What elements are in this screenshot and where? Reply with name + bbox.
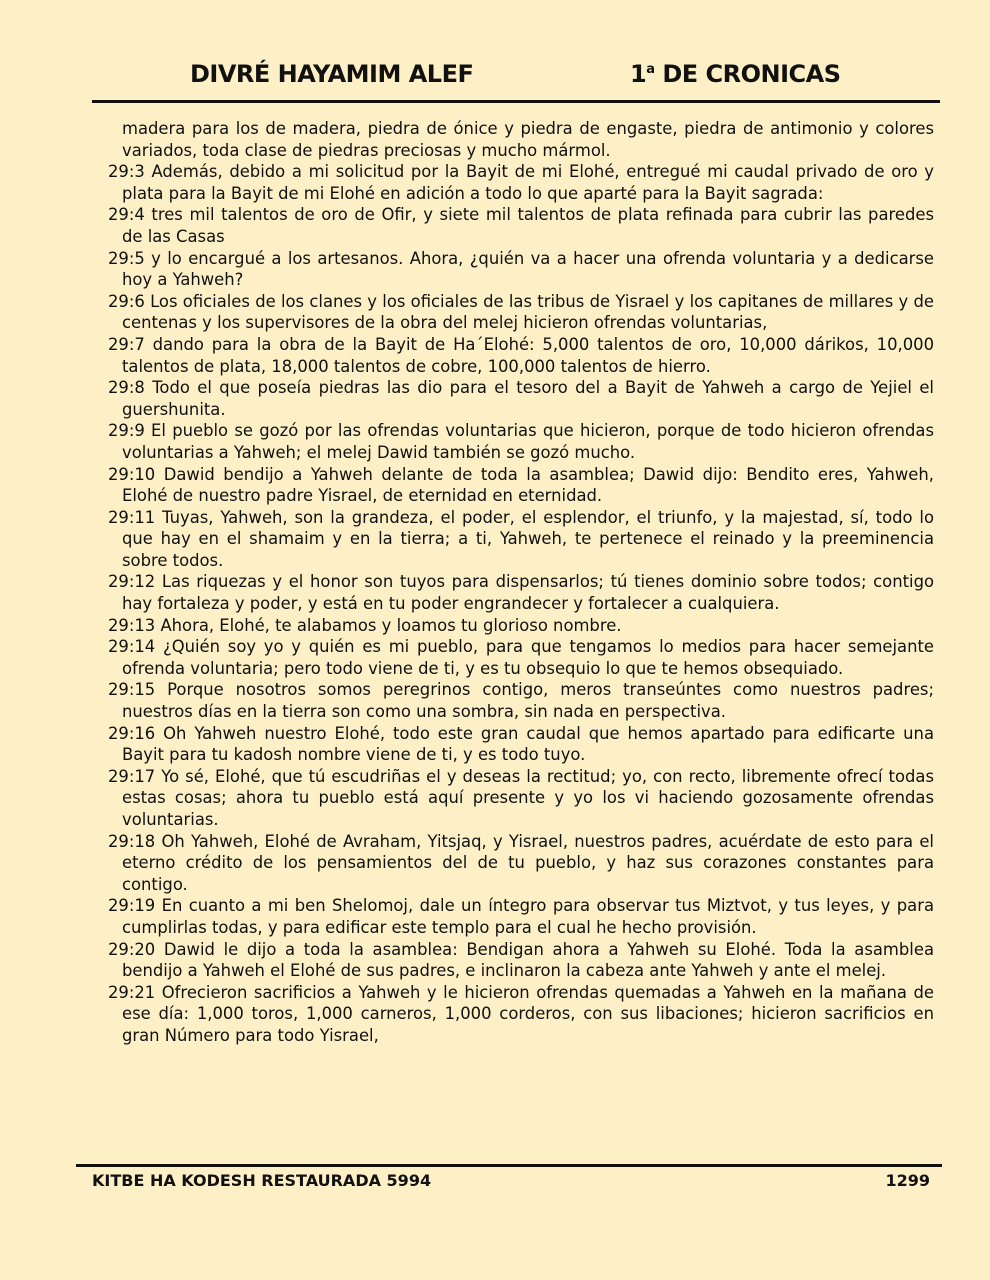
verse-29-6: 29:6 Los oficiales de los clanes y los oficiales de las tribus de Yisrael y los capitanes de millares y de centenas y los supervisores de la obra del melej hicieron ofrendas voluntarias, bbox=[108, 291, 934, 333]
book-name: DE CRONICAS bbox=[662, 60, 841, 88]
verse-29-15: 29:15 Porque nosotros somos peregrinos contigo, meros transeúntes como nuestros padres; nuestros días en la tierra son como una sombra, sin nada en perspectiva. bbox=[108, 680, 934, 722]
verse-29-12: 29:12 Las riquezas y el honor son tuyos para dispensarlos; tú tienes dominio sobre todos; contigo hay fortaleza y poder, y está en tu poder engrandecer y fortalecer a cualquiera. bbox=[108, 572, 934, 614]
page-number: 1299 bbox=[885, 1171, 930, 1190]
verse-29-16: 29:16 Oh Yahweh nuestro Elohé, todo este gran caudal que hemos apartado para edificarte una Bayit para tu kadosh nombre viene de ti, y es todo tuyo. bbox=[108, 723, 934, 765]
verse-29-10: 29:10 Dawid bendijo a Yahweh delante de toda la asamblea; Dawid dijo: Bendito eres, Yahweh, Elohé de nuestro padre Yisrael, de eternidad en eternidad. bbox=[108, 464, 934, 506]
verse-text-body bbox=[108, 118, 934, 1047]
verse-29-11: 29:11 Tuyas, Yahweh, son la grandeza, el poder, el esplendor, el triunfo, y la majestad, sí, todo lo que hay en el shamaim y en la tierra; a ti, Yahweh, te pertenece el reinado y la preeminencia sobre todos. bbox=[108, 507, 934, 570]
book-name-heading bbox=[630, 60, 841, 88]
verse-29-20: 29:20 Dawid le dijo a toda la asamblea: Bendigan ahora a Yahweh su Elohé. Toda la asamblea bendijo a Yahweh el Elohé de sus padres, e inclinaron la cabeza ante Yahweh y ante el melej. bbox=[108, 939, 934, 981]
footer-rule bbox=[76, 1164, 942, 1167]
verse-continuation: madera para los de madera, piedra de ónice y piedra de engaste, piedra de antimonio y colores variados, toda clase de piedras preciosas y mucho mármol. bbox=[122, 119, 934, 160]
verse-29-3: 29:3 Además, debido a mi solicitud por la Bayit de mi Elohé, entregué mi caudal privado de oro y plata para la Bayit de mi Elohé en adición a todo lo que aparté para la Bayit sagrada: bbox=[108, 162, 934, 203]
verse-29-21: 29:21 Ofrecieron sacrificios a Yahweh y le hicieron ofrendas quemadas a Yahweh en la mañana de ese día: 1,000 toros, 1,000 carneros, 1,000 corderos, con sus libaciones; hicieron sacrificios en gran Número para todo Yisrael, bbox=[108, 982, 934, 1045]
verse-29-8: 29:8 Todo el que poseía piedras las dio para el tesoro del a Bayit de Yahweh a cargo de Yejiel el guershunita. bbox=[108, 378, 934, 419]
book-number-suffix: a bbox=[646, 62, 655, 77]
book-number: 1 bbox=[630, 60, 647, 88]
verse-29-7: 29:7 dando para la obra de la Bayit de Ha´Elohé: 5,000 talentos de oro, 10,000 dárikos, 10,000 talentos de plata, 18,000 talentos de cobre, 100,000 talentos de hierro. bbox=[108, 334, 934, 376]
verse-29-5: 29:5 y lo encargué a los artesanos. Ahora, ¿quién va a hacer una ofrenda voluntaria y a dedicarse hoy a Yahweh? bbox=[108, 248, 934, 290]
verse-29-13: 29:13 Ahora, Elohé, te alabamos y loamos tu glorioso nombre. bbox=[108, 615, 622, 635]
verse-29-18: 29:18 Oh Yahweh, Elohé de Avraham, Yitsjaq, y Yisrael, nuestros padres, acuérdate de esto para el eterno crédito de los pensamientos del de tu pueblo, y haz sus corazones constantes para contigo. bbox=[108, 831, 934, 894]
footer-title: KITBE HA KODESH RESTAURADA 5994 bbox=[92, 1171, 432, 1190]
verse-29-19: 29:19 En cuanto a mi ben Shelomoj, dale un íntegro para observar tus Miztvot, y tus leyes, y para cumplirlas todas, y para edificar este templo para el cual he hecho provisión. bbox=[108, 896, 934, 937]
verse-29-9: 29:9 El pueblo se gozó por las ofrendas voluntarias que hicieron, porque de todo hicieron ofrendas voluntarias a Yahweh; el melej Dawid también se gozó mucho. bbox=[108, 421, 934, 462]
verse-29-14: 29:14 ¿Quién soy yo y quién es mi pueblo, para que tengamos lo medios para hacer semejante ofrenda voluntaria; pero todo viene de ti, y es tu obsequio lo que te hemos obsequiado. bbox=[108, 637, 934, 678]
header-rule bbox=[92, 100, 940, 103]
verse-29-17: 29:17 Yo sé, Elohé, que tú escudriñas el y deseas la rectitud; yo, con recto, libremente ofrecí todas estas cosas; ahora tu pueblo está aquí presente y yo los vi haciendo gozosamente ofrendas voluntarias. bbox=[108, 766, 934, 829]
page-header bbox=[92, 58, 940, 98]
book-title: DIVRÉ HAYAMIM ALEF bbox=[190, 60, 474, 88]
verse-29-4: 29:4 tres mil talentos de oro de Ofir, y siete mil talentos de plata refinada para cubrir las paredes de las Casas bbox=[108, 205, 934, 246]
